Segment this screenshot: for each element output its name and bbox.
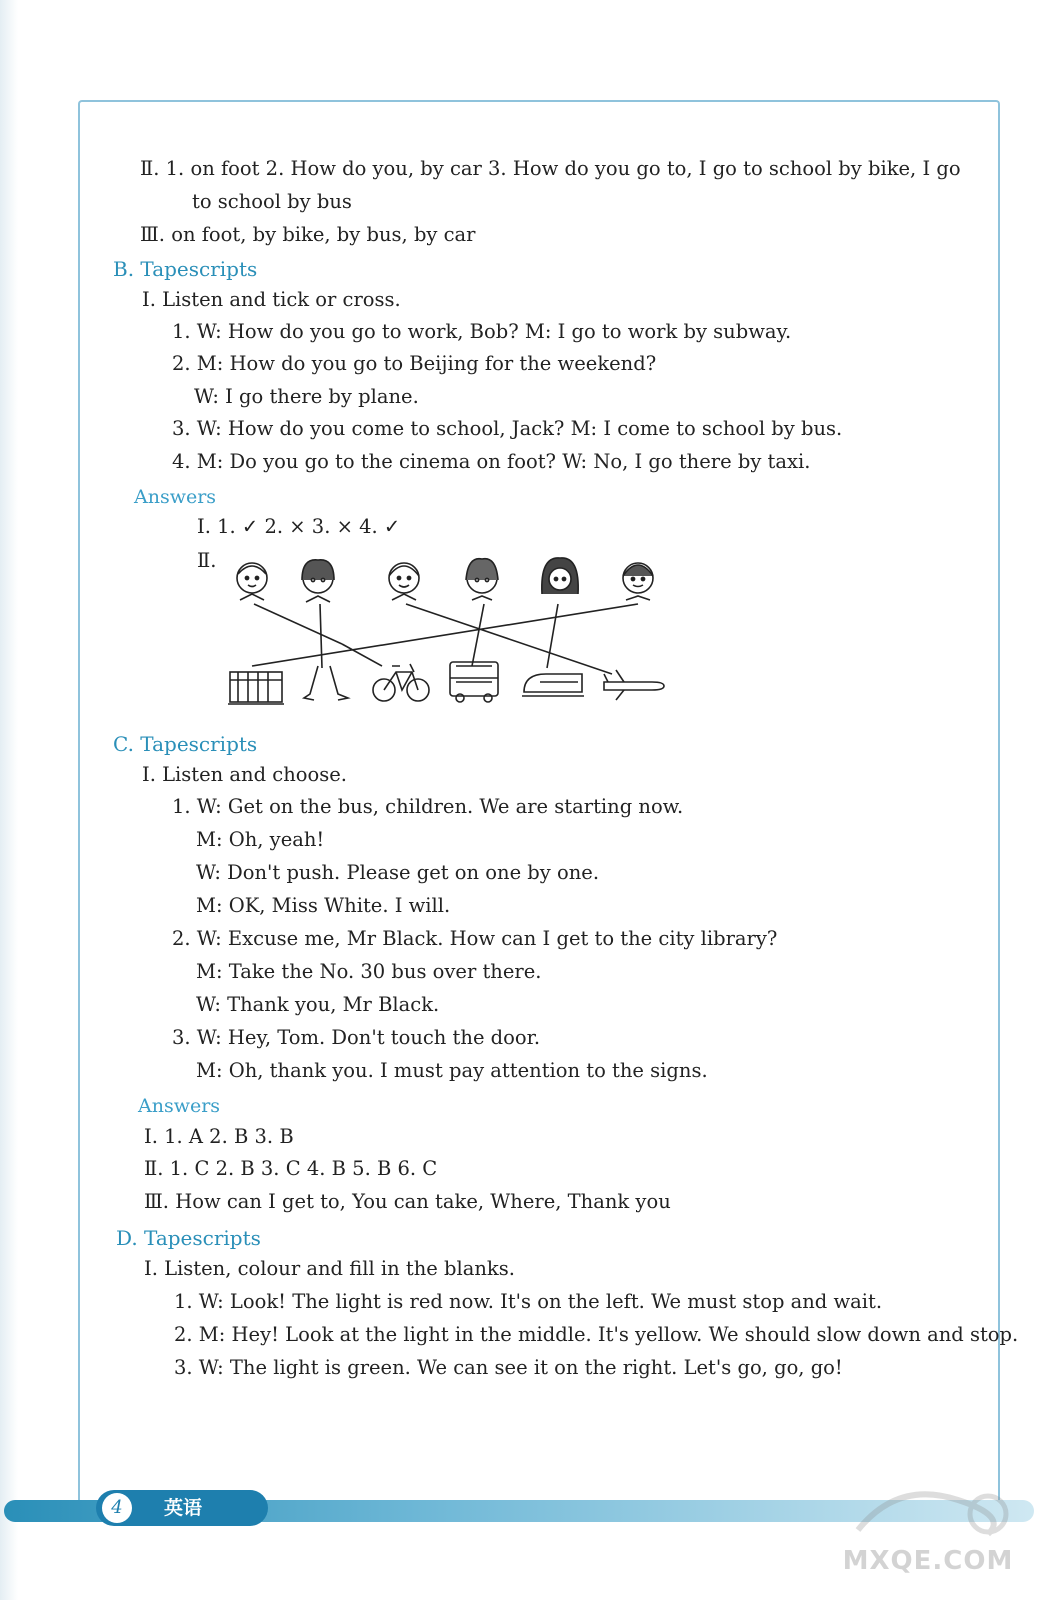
section-b-line: W: I go there by plane. <box>194 385 419 408</box>
section-c-heading: C. Tapescripts <box>113 732 258 756</box>
section-c-line: M: OK, Miss White. I will. <box>196 894 451 917</box>
double-decker-bus-icon <box>450 662 498 702</box>
boy-face-icon <box>237 563 267 600</box>
page-edge-shadow <box>0 0 18 1600</box>
section-c-line: 2. W: Excuse me, Mr Black. How can I get to the city library? <box>172 927 778 950</box>
section-b-line: 1. W: How do you go to work, Bob? M: I go to work by subway. <box>172 320 792 343</box>
subject-label: 英语 <box>164 1497 203 1519</box>
section-c-line: W: Don't push. Please get on one by one. <box>196 861 600 884</box>
section-d-line: 1. W: Look! The light is red now. It's on the left. We must stop and wait. <box>174 1290 883 1313</box>
section-d-task: Ⅰ. Listen, colour and fill in the blanks. <box>144 1257 515 1280</box>
subway-train-icon <box>228 672 284 704</box>
section-b-answers-heading: Answers <box>134 486 217 508</box>
watermark-text: MXQE.COM <box>842 1546 1014 1576</box>
boy-face-icon <box>389 563 419 600</box>
section-d-heading: D. Tapescripts <box>116 1226 261 1250</box>
girl-long-hair-face-icon <box>542 558 578 594</box>
section-c-line: W: Thank you, Mr Black. <box>196 993 440 1016</box>
section-b-line: 3. W: How do you come to school, Jack? M: I come to school by bus. <box>172 417 843 440</box>
page-number: 4 <box>102 1493 132 1523</box>
watermark-logo-icon <box>838 1480 1018 1546</box>
girl-pigtails-face-icon <box>302 560 334 602</box>
section-b-line: 2. M: How do you go to Beijing for the weekend? <box>172 352 657 375</box>
section-b-task: Ⅰ. Listen and tick or cross. <box>142 288 401 311</box>
high-speed-train-icon <box>522 674 584 696</box>
section-b-line: 4. M: Do you go to the cinema on foot? W: No, I go there by taxi. <box>172 450 811 473</box>
section-c-line: 3. W: Hey, Tom. Don't touch the door. <box>172 1026 541 1049</box>
section-c-answers-heading: Answers <box>138 1095 221 1117</box>
section-c-answer: Ⅰ. 1. A 2. B 3. B <box>144 1125 294 1148</box>
watermark <box>838 1480 1018 1590</box>
answer-line-2a: Ⅱ. 1. on foot 2. How do you, by car 3. How do you go to, I go to school by bike, I go <box>140 157 961 180</box>
airplane-icon <box>604 670 664 700</box>
bicycle-icon <box>373 664 429 701</box>
section-c-line: 1. W: Get on the bus, children. We are starting now. <box>172 795 684 818</box>
boy-face-icon <box>623 563 653 600</box>
girl-face-icon <box>466 559 498 600</box>
matching-diagram <box>222 548 682 718</box>
section-c-line: M: Take the No. 30 bus over there. <box>196 960 542 983</box>
section-d-line: 2. M: Hey! Look at the light in the middle. It's yellow. We should slow down and stop. <box>174 1323 1019 1346</box>
section-c-task: Ⅰ. Listen and choose. <box>142 763 347 786</box>
answer-line-2b: to school by bus <box>192 190 352 213</box>
section-c-line: M: Oh, yeah! <box>196 828 325 851</box>
walking-legs-icon <box>304 666 348 700</box>
section-c-answer: Ⅱ. 1. C 2. B 3. C 4. B 5. B 6. C <box>144 1157 438 1180</box>
answer-line-3: Ⅲ. on foot, by bike, by bus, by car <box>140 223 476 246</box>
section-d-line: 3. W: The light is green. We can see it on the right. Let's go, go, go! <box>174 1356 843 1379</box>
section-b-answer-1: Ⅰ. 1. ✓ 2. × 3. × 4. ✓ <box>197 515 401 538</box>
section-c-answer: Ⅲ. How can I get to, You can take, Where, Thank you <box>144 1190 671 1213</box>
section-b-heading: B. Tapescripts <box>113 257 258 281</box>
section-b-answer-2-label: Ⅱ. <box>197 549 217 572</box>
section-c-line: M: Oh, thank you. I must pay attention to the signs. <box>196 1059 708 1082</box>
